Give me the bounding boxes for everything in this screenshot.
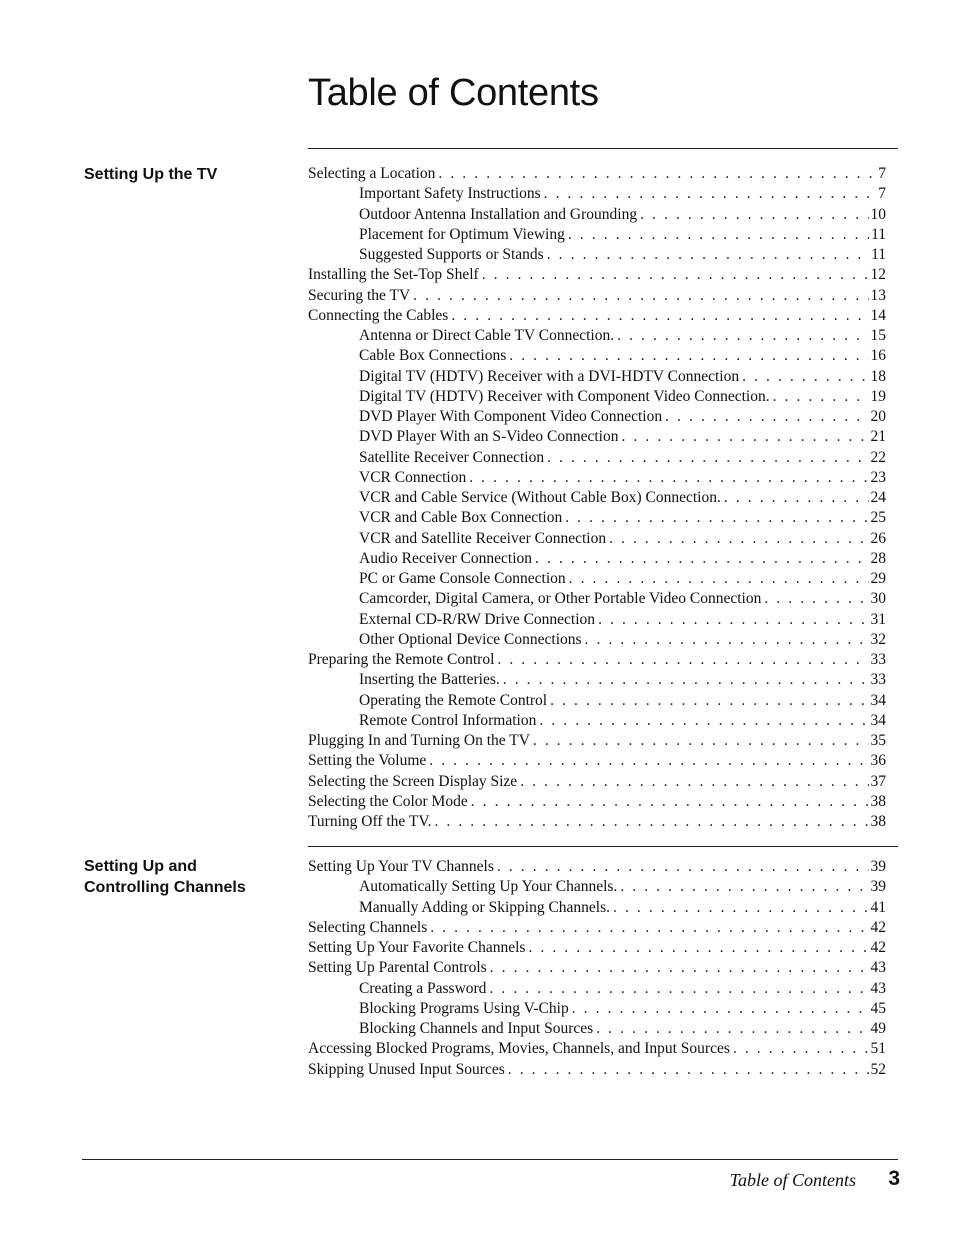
toc-entry[interactable] bbox=[308, 731, 886, 751]
toc-entry-title: Selecting the Screen Display Size bbox=[308, 772, 518, 790]
section-heading-line: Setting Up the TV bbox=[84, 166, 218, 183]
toc-entry[interactable] bbox=[308, 630, 886, 650]
toc-entry-page: 19 bbox=[870, 387, 886, 405]
toc-entry-title: Outdoor Antenna Installation and Grounding bbox=[359, 205, 638, 223]
dot-leader bbox=[509, 346, 868, 366]
toc-entry-title: Cable Box Connections bbox=[359, 347, 507, 365]
toc-entry-page: 16 bbox=[870, 347, 886, 365]
section-heading-line: Controlling Channels bbox=[84, 879, 246, 896]
section-heading-channels bbox=[84, 856, 246, 898]
toc-entry[interactable] bbox=[308, 488, 886, 508]
toc-entry-page: 39 bbox=[870, 858, 886, 875]
toc-entry[interactable] bbox=[308, 792, 886, 812]
toc-entry[interactable] bbox=[308, 286, 886, 306]
toc-entry[interactable] bbox=[308, 468, 886, 488]
toc-entry-page: 29 bbox=[870, 570, 886, 587]
toc-entry-page: 42 bbox=[870, 918, 886, 936]
dot-leader bbox=[438, 164, 876, 184]
toc-entry[interactable] bbox=[308, 711, 886, 731]
toc-entry[interactable] bbox=[308, 448, 886, 468]
dot-leader bbox=[764, 589, 868, 609]
toc-entry[interactable] bbox=[308, 812, 886, 832]
dot-leader bbox=[773, 387, 869, 407]
toc-entry-title: Installing the Set-Top Shelf bbox=[308, 266, 479, 284]
toc-entry-page: 32 bbox=[870, 630, 886, 648]
toc-entry-page: 24 bbox=[870, 489, 886, 506]
toc-entry[interactable] bbox=[308, 1039, 886, 1059]
dot-leader bbox=[565, 508, 868, 528]
toc-entry[interactable] bbox=[308, 367, 886, 387]
dot-leader bbox=[568, 225, 869, 245]
dot-leader bbox=[620, 877, 868, 897]
toc-entry-page: 35 bbox=[870, 732, 886, 749]
toc-entry-title: Digital TV (HDTV) Receiver with Component Video Connection. bbox=[359, 387, 770, 405]
dot-leader bbox=[508, 1060, 869, 1080]
toc-entry[interactable] bbox=[308, 958, 886, 978]
dot-leader bbox=[489, 979, 868, 999]
toc-entry-title: Blocking Channels and Input Sources bbox=[359, 1020, 594, 1037]
toc-entry[interactable] bbox=[308, 569, 886, 589]
toc-entry[interactable] bbox=[308, 326, 886, 346]
toc-entry-page: 41 bbox=[870, 898, 886, 916]
toc-entry[interactable] bbox=[308, 589, 886, 609]
toc-entry-title: Blocking Programs Using V-Chip bbox=[359, 999, 569, 1017]
toc-entry-title: Turning Off the TV. bbox=[308, 813, 432, 830]
toc-entry[interactable] bbox=[308, 265, 886, 285]
toc-entry-title: Setting the Volume bbox=[308, 752, 427, 770]
dot-leader bbox=[413, 286, 868, 306]
toc-entry-page: 14 bbox=[870, 306, 886, 324]
dot-leader bbox=[469, 468, 868, 488]
toc-entry-title: VCR and Cable Service (Without Cable Box) Connection. bbox=[359, 489, 721, 506]
toc-entry-title: Creating a Password bbox=[359, 979, 487, 997]
toc-entry[interactable] bbox=[308, 938, 886, 958]
toc-entry-page: 7 bbox=[878, 185, 886, 203]
dot-leader bbox=[596, 1019, 868, 1039]
toc-entry[interactable] bbox=[308, 245, 886, 265]
toc-entry-page: 11 bbox=[871, 225, 886, 243]
dot-leader bbox=[621, 427, 868, 447]
toc-entry-page: 33 bbox=[870, 671, 886, 689]
dot-leader bbox=[528, 938, 868, 958]
toc-entry-page: 12 bbox=[870, 266, 886, 284]
dot-leader bbox=[598, 610, 868, 630]
toc-entry-page: 31 bbox=[870, 610, 886, 628]
toc-entry-page: 37 bbox=[870, 772, 886, 790]
toc-entry-page: 20 bbox=[870, 408, 886, 425]
toc-entry-title: Inserting the Batteries. bbox=[359, 671, 500, 689]
toc-entry-page: 21 bbox=[870, 428, 886, 446]
toc-entry[interactable] bbox=[308, 650, 886, 670]
toc-entry-page: 7 bbox=[878, 165, 886, 182]
toc-entry-title: Satellite Receiver Connection bbox=[359, 448, 545, 466]
toc-entry-page: 45 bbox=[870, 999, 886, 1017]
toc-entry[interactable] bbox=[308, 898, 886, 918]
toc-entry-page: 18 bbox=[870, 367, 886, 385]
footer-divider bbox=[82, 1159, 898, 1160]
toc-entry-page: 34 bbox=[870, 691, 886, 709]
dot-leader bbox=[613, 898, 868, 918]
dot-leader bbox=[490, 958, 869, 978]
toc-entry-title: DVD Player With Component Video Connection bbox=[359, 408, 663, 425]
toc-entry-title: Manually Adding or Skipping Channels. bbox=[359, 898, 611, 916]
section-divider bbox=[308, 846, 898, 847]
toc-entry[interactable] bbox=[308, 205, 886, 225]
toc-entry-title: Setting Up Your TV Channels bbox=[308, 858, 494, 875]
toc-entry-title: Skipping Unused Input Sources bbox=[308, 1060, 505, 1078]
section-divider bbox=[308, 148, 898, 149]
toc-list-setting-up-tv bbox=[308, 164, 886, 832]
toc-entry-title: External CD-R/RW Drive Connection bbox=[359, 610, 596, 628]
dot-leader bbox=[434, 812, 868, 832]
toc-entry-title: Audio Receiver Connection bbox=[359, 549, 533, 567]
toc-entry-title: Selecting a Location bbox=[308, 165, 436, 182]
toc-entry-title: Connecting the Cables bbox=[308, 306, 449, 324]
dot-leader bbox=[742, 367, 868, 387]
toc-entry-page: 13 bbox=[870, 286, 886, 304]
toc-entry-title: VCR and Satellite Receiver Connection bbox=[359, 529, 607, 547]
toc-entry[interactable] bbox=[308, 751, 886, 771]
dot-leader bbox=[520, 772, 868, 792]
toc-entry[interactable] bbox=[308, 772, 886, 792]
footer-section-label: Table of Contents bbox=[729, 1170, 856, 1190]
dot-leader bbox=[497, 650, 868, 670]
toc-entry[interactable] bbox=[308, 387, 886, 407]
toc-entry[interactable] bbox=[308, 184, 886, 204]
toc-entry[interactable] bbox=[308, 407, 886, 427]
dot-leader bbox=[640, 205, 868, 225]
dot-leader bbox=[535, 549, 868, 569]
toc-entry[interactable] bbox=[308, 225, 886, 245]
toc-entry[interactable] bbox=[308, 1019, 886, 1039]
dot-leader bbox=[539, 711, 868, 731]
toc-entry-page: 23 bbox=[870, 468, 886, 486]
toc-entry-page: 39 bbox=[870, 878, 886, 896]
dot-leader bbox=[609, 529, 868, 549]
toc-entry-title: Plugging In and Turning On the TV bbox=[308, 732, 530, 749]
dot-leader bbox=[430, 918, 868, 938]
toc-entry-title: Other Optional Device Connections bbox=[359, 630, 582, 648]
dot-leader bbox=[471, 792, 869, 812]
toc-entry-title: Camcorder, Digital Camera, or Other Portable Video Connection bbox=[359, 590, 762, 608]
toc-entry[interactable] bbox=[308, 670, 886, 690]
toc-entry-title: Placement for Optimum Viewing bbox=[359, 225, 565, 243]
toc-entry-page: 52 bbox=[870, 1060, 886, 1078]
toc-entry-title: Selecting Channels bbox=[308, 918, 428, 936]
dot-leader bbox=[544, 184, 877, 204]
toc-entry-title: Setting Up Your Favorite Channels bbox=[308, 939, 526, 956]
toc-entry-page: 28 bbox=[870, 549, 886, 567]
dot-leader bbox=[617, 326, 868, 346]
toc-entry-title: Operating the Remote Control bbox=[359, 691, 548, 709]
toc-entry-page: 38 bbox=[870, 792, 886, 810]
toc-entry-page: 38 bbox=[870, 813, 886, 830]
toc-entry-title: Remote Control Information bbox=[359, 711, 537, 729]
toc-entry-page: 15 bbox=[870, 327, 886, 344]
dot-leader bbox=[497, 857, 869, 877]
dot-leader bbox=[665, 407, 868, 427]
dot-leader bbox=[547, 245, 869, 265]
toc-entry[interactable] bbox=[308, 549, 886, 569]
dot-leader bbox=[569, 569, 869, 589]
toc-entry-page: 11 bbox=[871, 246, 886, 263]
toc-entry-page: 36 bbox=[870, 752, 886, 770]
toc-entry-page: 30 bbox=[870, 590, 886, 608]
toc-entry-title: Securing the TV bbox=[308, 286, 411, 304]
dot-leader bbox=[733, 1039, 869, 1059]
toc-entry-page: 42 bbox=[870, 939, 886, 956]
dot-leader bbox=[533, 731, 869, 751]
toc-entry-page: 33 bbox=[870, 651, 886, 668]
dot-leader bbox=[429, 751, 868, 771]
toc-entry[interactable] bbox=[308, 857, 886, 877]
dot-leader bbox=[547, 448, 868, 468]
page-title: Table of Contents bbox=[308, 72, 599, 114]
toc-entry-title: PC or Game Console Connection bbox=[359, 570, 566, 587]
toc-entry-title: Automatically Setting Up Your Channels. bbox=[359, 878, 618, 896]
toc-entry-title: Preparing the Remote Control bbox=[308, 651, 495, 668]
toc-entry-page: 49 bbox=[870, 1020, 886, 1037]
toc-entry-title: Setting Up Parental Controls bbox=[308, 959, 487, 977]
toc-entry[interactable] bbox=[308, 529, 886, 549]
dot-leader bbox=[503, 670, 869, 690]
section-heading-setting-up-tv bbox=[84, 164, 217, 185]
toc-entry-title: Accessing Blocked Programs, Movies, Channels, and Input Sources bbox=[308, 1040, 730, 1058]
toc-entry-title: VCR Connection bbox=[359, 468, 467, 486]
toc-entry[interactable] bbox=[308, 918, 886, 938]
dot-leader bbox=[724, 488, 869, 508]
footer-page-number: 3 bbox=[888, 1167, 900, 1190]
toc-entry-title: Digital TV (HDTV) Receiver with a DVI-HDTV Connection bbox=[359, 367, 740, 385]
dot-leader bbox=[451, 306, 868, 326]
dot-leader bbox=[482, 265, 869, 285]
toc-entry-page: 34 bbox=[870, 711, 886, 729]
toc-entry-page: 26 bbox=[870, 529, 886, 547]
toc-entry-title: VCR and Cable Box Connection bbox=[359, 509, 563, 527]
toc-entry[interactable] bbox=[308, 979, 886, 999]
toc-entry[interactable] bbox=[308, 999, 886, 1019]
dot-leader bbox=[572, 999, 869, 1019]
toc-entry[interactable] bbox=[308, 1060, 886, 1080]
toc-entry-title: Suggested Supports or Stands bbox=[359, 246, 544, 263]
toc-entry-page: 10 bbox=[870, 205, 886, 223]
dot-leader bbox=[585, 630, 869, 650]
toc-entry-title: Antenna or Direct Cable TV Connection. bbox=[359, 327, 615, 344]
toc-list-channels bbox=[308, 857, 886, 1080]
dot-leader bbox=[550, 691, 868, 711]
toc-entry[interactable] bbox=[308, 427, 886, 447]
toc-entry-page: 22 bbox=[870, 448, 886, 466]
toc-entry[interactable] bbox=[308, 164, 886, 184]
toc-entry[interactable] bbox=[308, 306, 886, 326]
toc-entry-page: 43 bbox=[870, 979, 886, 997]
toc-entry-page: 43 bbox=[870, 959, 886, 977]
toc-entry-title: Selecting the Color Mode bbox=[308, 792, 468, 810]
toc-entry-title: DVD Player With an S-Video Connection bbox=[359, 428, 619, 446]
toc-entry[interactable] bbox=[308, 508, 886, 528]
toc-entry-page: 51 bbox=[870, 1040, 886, 1058]
toc-entry-title: Important Safety Instructions bbox=[359, 185, 541, 203]
section-heading-line: Setting Up and bbox=[84, 858, 197, 875]
toc-entry[interactable] bbox=[308, 610, 886, 630]
toc-entry[interactable] bbox=[308, 877, 886, 897]
toc-entry[interactable] bbox=[308, 346, 886, 366]
toc-entry-page: 25 bbox=[870, 509, 886, 527]
toc-entry[interactable] bbox=[308, 691, 886, 711]
